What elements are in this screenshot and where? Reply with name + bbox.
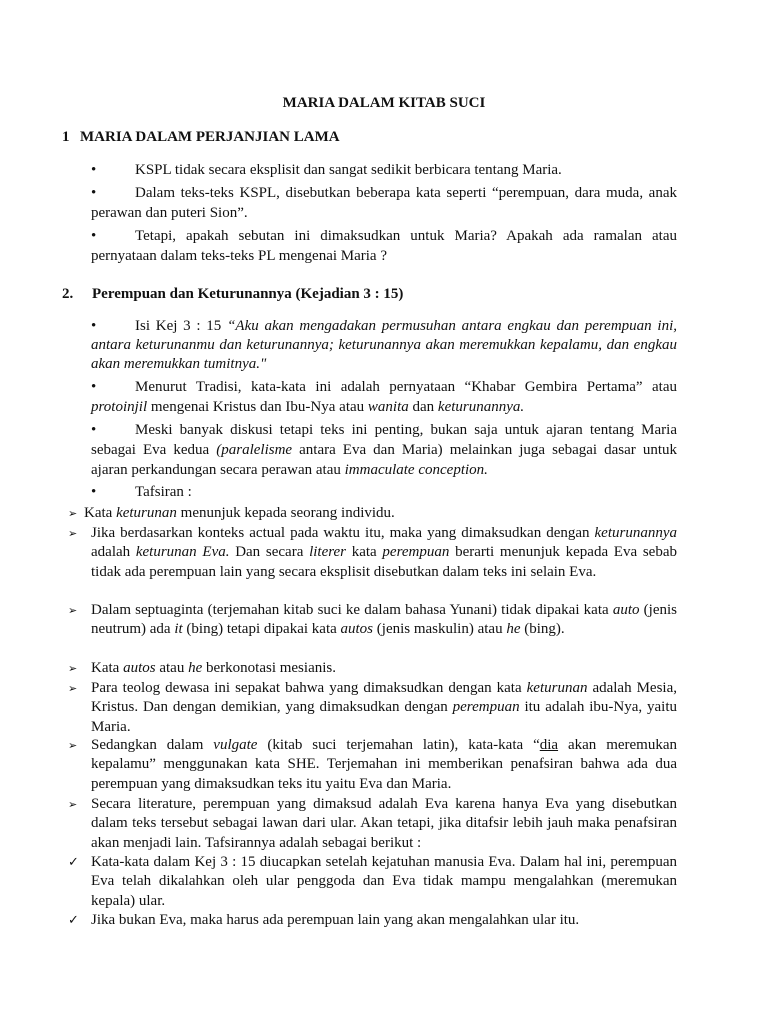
bullet-icon: • — [91, 185, 97, 201]
section-2-title: Perempuan dan Keturunannya (Kejadian 3 : 15) — [92, 286, 404, 302]
document-title: MARIA DALAM KITAB SUCI — [282, 95, 486, 111]
check-list-item: ✓ Kata-kata dalam Kej 3 : 15 diucapkan setelah kejatuhan manusia Eva. Dalam hal ini, perempuan Eva telah dikalahkan oleh ular penggoda dan Eva tidak mampu mengalahkan (meremukan kepala) ular. — [68, 854, 677, 909]
arrow-list-item: ➢ Secara literature, perempuan yang dimaksud adalah Eva karena hanya Eva yang disebutkan dalam teks tersebut sebagai lawan dari ular. Akan tetapi, jika ditafsir lebih jauh maka penafsiran akan menjadi lain. Tafsirannya adalah sebagai berikut : — [68, 796, 677, 851]
bullet-icon: • — [91, 422, 97, 438]
list-item — [91, 226, 677, 266]
section-2-heading — [62, 285, 403, 304]
arrow-icon: ➢ — [68, 662, 78, 675]
arrow-list-item: ➢ Para teolog dewasa ini sepakat bahwa yang dimaksudkan dengan kata keturunan adalah Mesia, Kristus. Dan dengan demikian, yang dimaksudkan dengan perempuan itu adalah ibu-Nya, yaitu Maria. — [68, 680, 678, 735]
list-item — [91, 482, 677, 502]
list-item: • Menurut Tradisi, kata-kata ini adalah pernyataan “Khabar Gembira Pertama” atau protoinjil mengenai Kristus dan Ibu-Nya atau wanita dan keturunannya. — [91, 379, 677, 415]
list-item-text: Dalam teks-teks KSPL, disebutkan beberapa kata seperti “perempuan, dara muda, anak perawan dan puteri Sion”. — [91, 185, 677, 221]
list-item-text: KSPL tidak secara eksplisit dan sangat sedikit berbicara tentang Maria. — [135, 162, 562, 178]
bullet-icon: • — [91, 228, 97, 244]
arrow-list-item: ➢ Kata autos atau he berkonotasi mesianis. — [68, 659, 677, 678]
check-icon: ✓ — [68, 855, 79, 870]
section-1-title: MARIA DALAM PERJANJIAN LAMA — [80, 129, 340, 145]
check-icon: ✓ — [68, 913, 79, 928]
section-2-number: 2. — [62, 286, 74, 302]
section-1-number: 1 — [62, 129, 70, 145]
arrow-icon: ➢ — [68, 798, 78, 811]
list-item — [91, 183, 677, 223]
bullet-icon: • — [91, 318, 97, 334]
tafsiran-label: Tafsiran : — [135, 484, 192, 500]
arrow-icon: ➢ — [68, 682, 78, 695]
bullet-icon: • — [91, 162, 97, 178]
section-1-heading — [62, 128, 340, 147]
list-item — [91, 160, 677, 180]
arrow-list-item: ➢ Kata keturunan menunjuk kepada seorang individu. — [68, 504, 677, 523]
arrow-icon: ➢ — [68, 604, 78, 617]
list-item: • Meski banyak diskusi tetapi teks ini penting, bukan saja untuk ajaran tentang Maria sebagai Eva kedua (paralelisme antara Eva dan Maria) melainkan juga sebagai dasar untuk ajaran perkandungan secara perawan atau immaculate conception. — [91, 422, 677, 478]
list-item-text: Tetapi, apakah sebutan ini dimaksudkan untuk Maria? Apakah ada ramalan atau pernyataan dalam teks-teks PL mengenai Maria ? — [91, 228, 677, 264]
arrow-icon: ➢ — [68, 527, 78, 540]
arrow-list-item: ➢ Jika berdasarkan konteks actual pada waktu itu, maka yang dimaksudkan dengan keturunannya adalah keturunan Eva. Dan secara literer kata perempuan berarti menunjuk kepada Eva sebab tidak ada perempuan lain yang secara eksplisit disebutkan dalam teks ini selain Eva. — [68, 525, 677, 580]
bullet-icon: • — [91, 484, 97, 500]
arrow-icon: ➢ — [68, 507, 78, 520]
list-item: • Isi Kej 3 : 15 “Aku akan mengadakan permusuhan antara engkau dan perempuan ini, antara keturunanmu dan keturunannya; keturunannya akan meremukkan kepalamu, dan engkau akan meremukkan tumitnya." — [91, 318, 678, 372]
bullet-icon: • — [91, 379, 97, 395]
arrow-icon: ➢ — [68, 739, 78, 752]
arrow-list-item: ➢ Dalam septuaginta (terjemahan kitab suci ke dalam bahasa Yunani) tidak dipakai kata auto (jenis neutrum) ada it (bing) tetapi dipakai kata autos (jenis maskulin) atau he (bing). — [68, 602, 677, 638]
quote-kejadian: “Aku akan mengadakan permusuhan antara engkau dan perempuan ini, antara keturunanmu dan keturunannya; keturunannya akan meremukkan kepalamu, dan engkau akan meremukkan tumitnya." — [91, 318, 678, 372]
arrow-list-item: ➢ Sedangkan dalam vulgate (kitab suci terjemahan latin), kata-kata “dia akan meremukan kepalamu” menggunakan kata SHE. Terjemahan ini memberikan penafsiran bahwa ada dua perempuan yang dimaksudkan teks itu yaitu Eva dan Maria. — [68, 737, 678, 792]
check-list-item: ✓ Jika bukan Eva, maka harus ada perempuan lain yang akan mengalahkan ular itu. — [68, 911, 677, 930]
